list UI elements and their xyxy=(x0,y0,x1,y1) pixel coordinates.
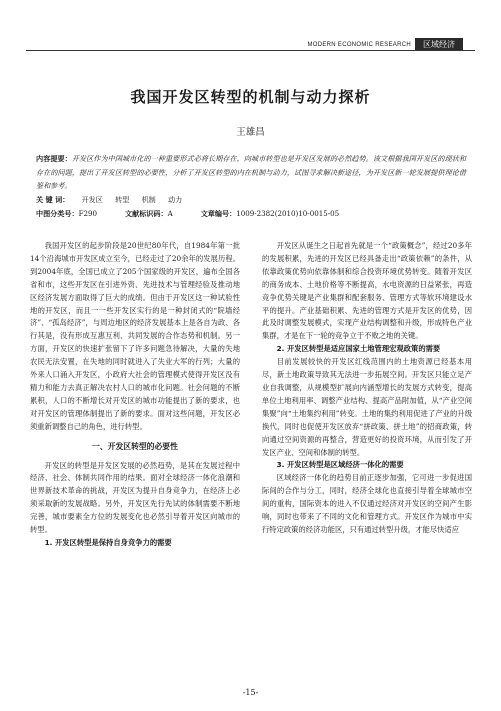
body-paragraph: 开发区的转型是开发区发展的必然趋势，是其在发展过程中经济、社会、体制共同作用的结果。面对全球经济一体化浪潮和世界新技术革命的挑战，开发区为提升自身竞争力，在经济上必须采取新的发展战略。另外，开发区先行先试的体制需要不断地完善，城市要素全方位的发展变化也必然引导着开发区向城市的转型。 xyxy=(30,460,240,535)
header-rule xyxy=(26,50,475,51)
body-paragraph: 目前发展较快的开发区红线范围内的土地资源已经基本用尽，新土地政策导致其无法进一步拓展空间。开发区只能立足产业自我调整，从规模型扩展向内涵型增长的发展方式转变，提高单位土地利用率、调整产业结构、提高产品附加值，从“产业空间集聚”向“土地集约利用”转变。土地的集约利用促进了产业的升级换代，同时也促使开发区放弃“拼政策、拼土地”的招商政策，转向通过空间资源的再整合，营造更好的投资环境，从而引发了开发区产业、空间和体制的转型。 xyxy=(262,357,472,457)
abstract-text: 开发区作为中国城市化的一种重要形式必将长期存在，向城市转型也是开发区发展的必然趋势。该文根据我国开发区的现状和存在的问题，提出了开发区转型的必要性，分析了开发区转型的内在机制与动力，试图寻求解决新途径，为开发区新一轮发展提供理论借鉴和参考。 xyxy=(36,154,467,190)
article-no-label: 文章编号： xyxy=(200,209,237,218)
subsection-heading: 2. 开发区转型是适应国家土地管理宏观政策的需要 xyxy=(276,344,441,354)
doc-code-cell xyxy=(125,209,173,219)
doc-code-label: 文献标识码： xyxy=(125,209,168,218)
section-heading: 一、开发区转型的必要性 xyxy=(92,441,178,451)
classification-row xyxy=(36,209,466,219)
author-name: 王雄昌 xyxy=(236,127,265,138)
page-number: -15- xyxy=(242,688,259,697)
clc-label: 中图分类号： xyxy=(36,209,79,218)
keyword: 机制 xyxy=(141,195,156,204)
journal-header xyxy=(0,0,501,48)
body-column-right xyxy=(262,240,472,537)
body-column-left xyxy=(30,240,240,550)
journal-name: MODERN ECONOMIC RESEARCH xyxy=(307,41,411,48)
subsection-heading: 3. 开发区转型是区域经济一体化的需要 xyxy=(276,460,404,470)
article-title: 我国开发区转型的机制与动力探析 xyxy=(130,88,371,106)
abstract xyxy=(36,152,466,193)
abstract-label: 内容提要： xyxy=(36,154,72,163)
body-paragraph: 我国开发区的起步阶段是20世纪80年代，自1984年第一批14个沿海城市开发区成立至今，已经走过了20余年的发展历程。到2004年底，全国已成立了205个国家级的开发区，遍布全国各省和市，这些开发区在引进外资、先进技术与管理经验及推动地区经济发展方面取得了巨大的成绩。但由于开发区这一种试验性地的开发区，而且一一些开发区实行的是一种封闭式的“院墙经济”、“孤岛经济”，与周边地区的经济发展基本上是各自为政、各行其是，没有形成互惠互利、共同发展的合作态势和机制。另一方面，开发区的快速扩张留下了许多问题急待解决，大量的失地农民无法安置，在失地的同时就进入了失业大军的行列；大量的外来人口涌入开发区，小政府大社会的管理模式使得开发区没有精力和能力去真正解决农村人口的城市化问题。社会问题的不断累积，人口的不断增长对开发区的城市功能提出了新的要求，也对开发区的管理体制提出了新的要求。面对这些问题，开发区必须重新调整自己的角色，进行转型。 xyxy=(30,241,240,431)
section-tag: 区域经济 xyxy=(415,38,463,51)
article-no-cell xyxy=(201,209,339,219)
keyword: 开发区 xyxy=(81,195,103,204)
subsection-heading: 1. 开发区转型是保持自身竞争力的需要 xyxy=(44,537,172,547)
keyword: 动力 xyxy=(168,195,183,204)
doc-code-value: A xyxy=(167,209,173,218)
article-no-value: 1009-2382(2010)10-0015-05 xyxy=(236,209,340,218)
body-paragraph: 开发区从诞生之日起首先就是一个“政策概念”，经过20多年的发展积累，先进的开发区已经具备走出“政策依赖”的条件，从依靠政策优势向依靠体制和综合投资环境优势转变。随着开发区的商务成本、土地价格等不断提高，水电资源的日益紧张，再造竞争优势关键是产业集群和配套服务、管理方式等软环境建设水平的提升。产业基础积累、先进的管理方式是开发区的优势，因此及时调整发展模式，实现产业结构调整和升级，形成特色产业集群，才是在下一轮的竞争立于不败之地的关键。 xyxy=(262,241,472,341)
keywords-row xyxy=(36,195,466,205)
body-paragraph: 区域经济一体化的趋势目前正逐步加强，它可进一步促进国际间的合作与分工，同时，经济全球化也直接引导着全球城市空间的重构，国际资本的进入不仅通过经济对开发区的空间产生影响，同时也带来了不同的文化和管理方式。开发区作为城市中实行特定政策的经济功能区，只有通过转型升级，才能尽快适应 xyxy=(262,473,472,534)
keywords-label: 关 键 词： xyxy=(36,195,70,204)
clc-cell xyxy=(36,209,97,219)
clc-value: F290 xyxy=(78,209,98,218)
keyword: 转型 xyxy=(115,195,130,204)
